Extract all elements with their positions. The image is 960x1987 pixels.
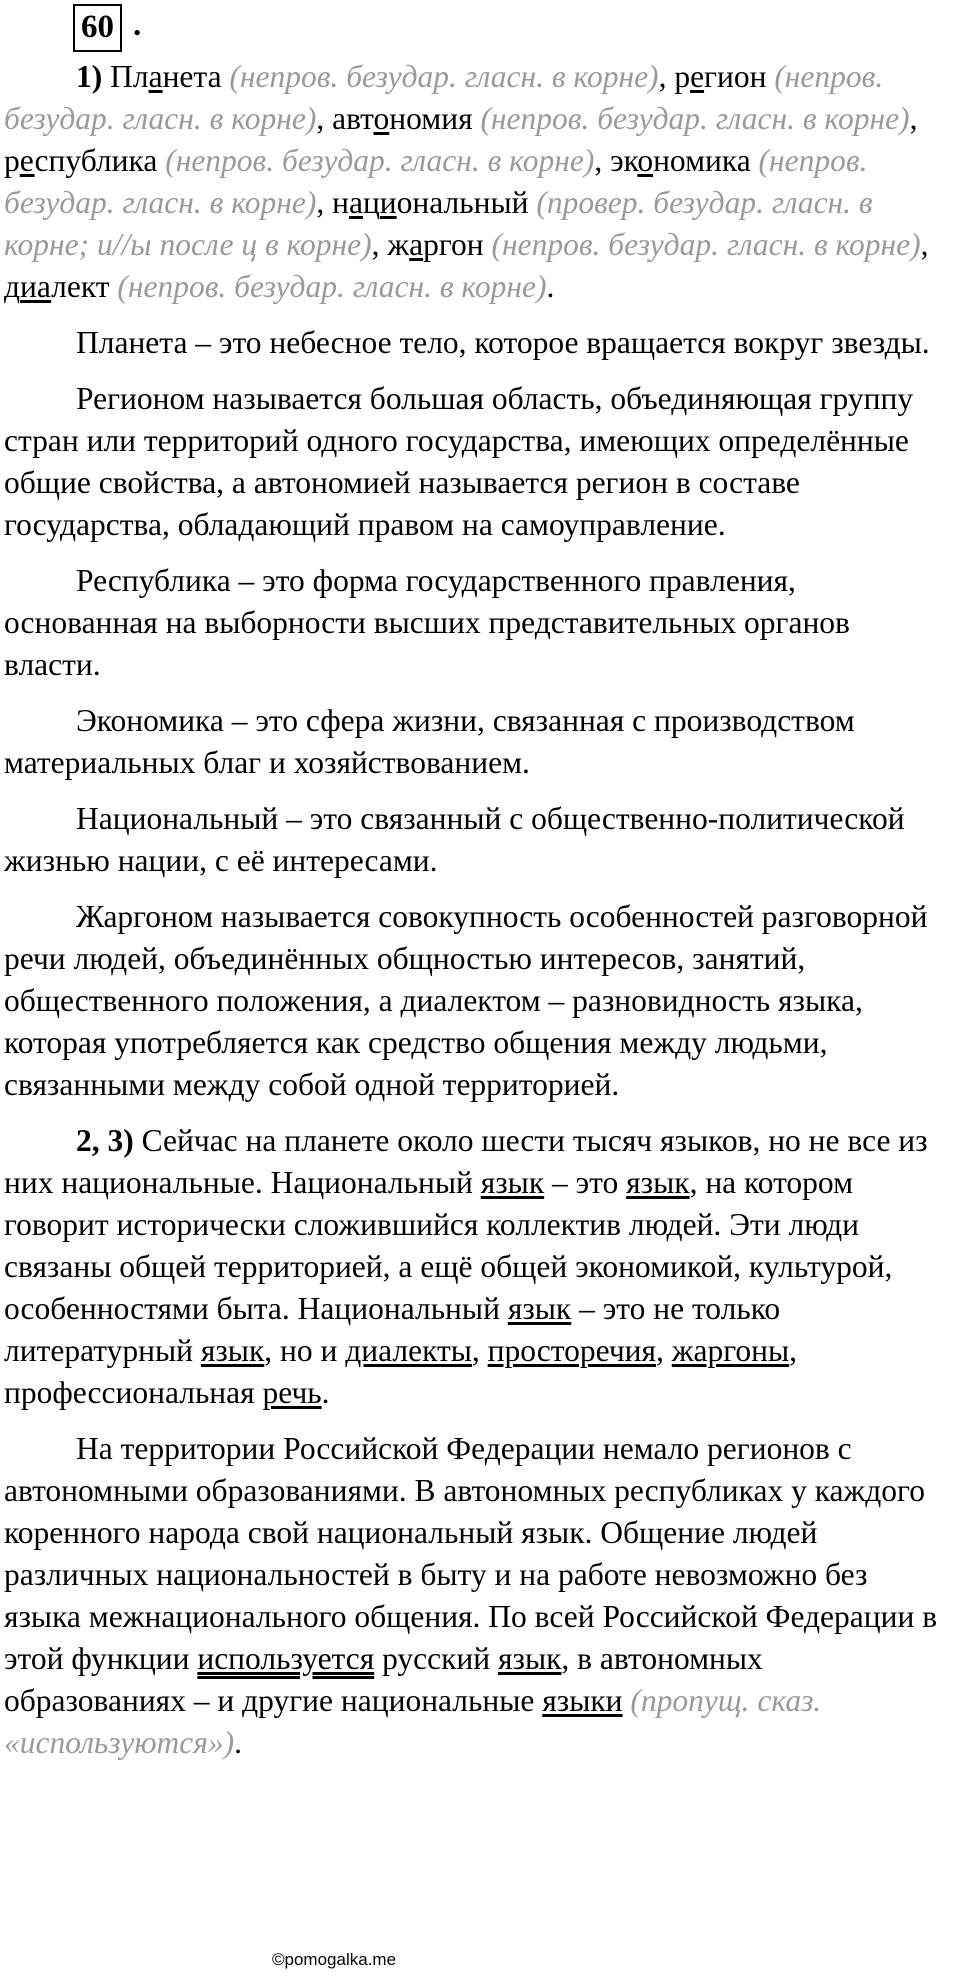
word-natsionalny — [332, 185, 528, 220]
section-1-paragraph — [4, 56, 952, 308]
text-run: На территории Российской Федерации немало регионов с автономными образованиями. В автономных республиках у каждого коренного народа свой национальный язык. Общение людей различных национальностей в быту и на работе невозможно без языка межнационального общения. По всей Российской Федерации в этой функции — [4, 1431, 938, 1676]
subject-underlined: языки — [542, 1683, 623, 1718]
underlined-word: язык — [626, 1165, 690, 1200]
word-part: эк — [610, 143, 638, 178]
word-part: нета — [162, 59, 222, 94]
word-part: н — [332, 185, 349, 220]
underlined-vowel: е — [19, 143, 35, 178]
underlined-word: диалекты — [345, 1333, 472, 1368]
underlined-word: язык — [200, 1333, 265, 1368]
underlined-vowel: о — [637, 143, 654, 178]
underlined-word: язык — [480, 1165, 545, 1200]
underlined-word: жаргоны — [671, 1333, 790, 1368]
word-part: номика — [653, 143, 751, 178]
task-number: 60 — [73, 4, 122, 52]
underlined-vowel: е — [690, 59, 705, 94]
text-run: . — [321, 1375, 330, 1410]
comment-8: (непров. безудар. гласн. в корне) — [117, 269, 547, 304]
separator: , — [371, 227, 388, 262]
word-part: ж — [387, 227, 410, 262]
underlined-vowel: иа — [20, 269, 52, 304]
word-part: р — [674, 59, 691, 94]
word-part: Пл — [110, 59, 149, 94]
separator: , — [920, 227, 929, 262]
separator: , — [658, 59, 675, 94]
separator: . — [546, 269, 555, 304]
section-3-paragraph — [4, 1428, 952, 1764]
text-run: , на котором говорит исторически сложившийся коллектив людей. Эти люди связаны общей территорией, а ещё общей экономикой, культурой, особенностями быта. Национальный — [4, 1165, 893, 1326]
text-run: Сейчас на планете около шести тысяч языков, но не все из них национальные. Национальный — [4, 1123, 928, 1200]
underlined-vowel: о — [373, 101, 390, 136]
word-part: д — [4, 269, 21, 304]
word-part: р — [4, 143, 20, 178]
section-2-paragraph — [4, 1120, 952, 1414]
comment-5: (непров. безудар. гласн. в корне) — [4, 143, 868, 220]
underlined-word: речь — [262, 1375, 322, 1410]
definition-respublika: Республика – это форма государственного правления, основанная на выборности высших представительных органов власти. — [4, 563, 850, 682]
definition-natsionalny: Национальный – это связанный с общественно-политической жизнью нации, с её интересами. — [4, 801, 905, 878]
definition-zhargon: Жаргоном называется совокупность особенностей разговорной речи людей, объединённых общностью интересов, занятий, общественного положения, а диалектом – разновидность языка, которая употребляется как средство общения между людьми, связанными между собой одной территорией. — [4, 899, 928, 1102]
text-run: . — [234, 1725, 243, 1760]
word-part: ргон — [423, 227, 484, 262]
word-respublika — [4, 143, 157, 178]
text-run: – это не только литературный — [4, 1291, 781, 1368]
underlined-word: просторечия — [487, 1333, 657, 1368]
word-part: гион — [704, 59, 767, 94]
word-part: авт — [332, 101, 374, 136]
word-dialekt — [4, 269, 110, 304]
text-run: , профессиональная — [4, 1333, 798, 1410]
comment-omitted-predicate: (пропущ. сказ. «используются») — [4, 1683, 822, 1760]
word-region — [674, 59, 766, 94]
text-run: , — [471, 1333, 488, 1368]
underlined-vowel: и — [379, 185, 397, 220]
definition-ekonomika: Экономика – это сфера жизни, связанная с производством материальных благ и хозяйствованием. — [4, 703, 855, 780]
definition-planeta: Планета – это небесное тело, которое вращается вокруг звезды. — [76, 325, 930, 360]
definition-region: Регионом называется большая область, объединяющая группу стран или территорий одного государства, имеющих определённые общие свойства, а автономией называется регион в составе государства, обладающий правом на самоуправление. — [4, 381, 914, 542]
separator: , — [594, 143, 611, 178]
answer-text — [4, 56, 952, 1778]
word-part: ц — [362, 185, 380, 220]
separator: , — [316, 101, 333, 136]
text-run: , но и — [264, 1333, 346, 1368]
subject-underlined: язык — [498, 1641, 562, 1676]
comment-7: (непров. безудар. гласн. в корне) — [491, 227, 921, 262]
text-run: , — [656, 1333, 672, 1368]
comment-6: (провер. безудар. гласн. в корне; и//ы после ц в корне) — [4, 185, 873, 262]
watermark: ©pomogalka.me — [272, 1950, 397, 1969]
separator: , — [316, 185, 333, 220]
task-number-dot: . — [133, 7, 142, 43]
text-run: – это — [544, 1165, 627, 1200]
word-part: спублика — [34, 143, 158, 178]
word-part: ональный — [396, 185, 529, 220]
word-avtonomiya — [332, 101, 472, 136]
predicate-underlined: используется — [197, 1641, 375, 1676]
word-zhargon — [387, 227, 483, 262]
underlined-vowel: а — [148, 59, 163, 94]
word-ekonomika — [610, 143, 751, 178]
word-planeta — [110, 59, 221, 94]
comment-3: (непров. безудар. гласн. в корне) — [480, 101, 910, 136]
word-part: лект — [51, 269, 110, 304]
comment-1: (непров. безудар. гласн. в корне) — [229, 59, 659, 94]
comment-2: (непров. безудар. гласн. в корне) — [4, 59, 884, 136]
separator: , — [909, 101, 918, 136]
underlined-word: язык — [507, 1291, 572, 1326]
text-run: русский — [374, 1641, 499, 1676]
section-2-marker: 2, 3) — [76, 1123, 134, 1158]
section-1-marker: 1) — [76, 59, 103, 94]
word-part: номия — [389, 101, 473, 136]
comment-4: (непров. безудар. гласн. в корне) — [165, 143, 595, 178]
underlined-vowel: а — [348, 185, 363, 220]
text-run: , в автономных образованиях – и другие национальные — [4, 1641, 763, 1718]
underlined-vowel: а — [409, 227, 424, 262]
